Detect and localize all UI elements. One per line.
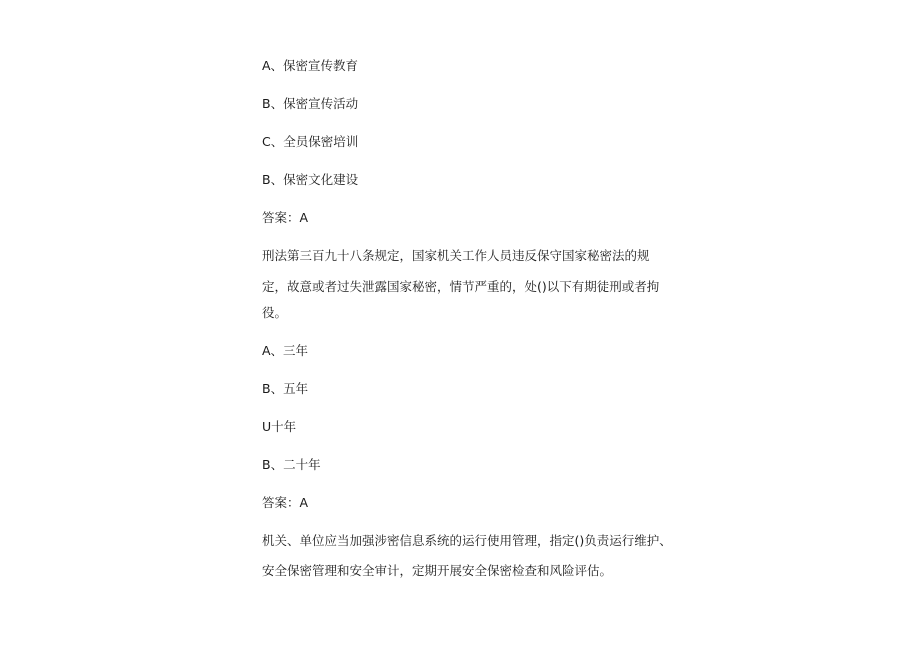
option-a-line: A、三年: [262, 343, 309, 358]
answer-line: 答案：A: [262, 495, 309, 510]
answer-line: 答案：A: [262, 210, 309, 225]
option-d-line: B、二十年: [262, 457, 321, 472]
question-text-line: 役。: [262, 305, 288, 320]
option-b-line: B、五年: [262, 381, 309, 396]
option-c-line: C、全员保密培训: [262, 134, 359, 149]
question-text-line: 机关、单位应当加强涉密信息系统的运行使用管理，指定()负责运行维护、: [262, 533, 672, 548]
option-d-line: B、保密文化建设: [262, 172, 359, 187]
question-text-line: 定，故意或者过失泄露国家秘密，情节严重的，处()以下有期徒刑或者拘: [262, 279, 660, 294]
option-c-line: U十年: [262, 419, 297, 434]
question-text-line: 刑法第三百九十八条规定，国家机关工作人员违反保守国家秘密法的规: [262, 248, 650, 263]
option-b-line: B、保密宣传活动: [262, 96, 359, 111]
option-a-line: A、保密宣传教育: [262, 58, 359, 73]
question-text-line: 安全保密管理和安全审计，定期开展安全保密检查和风险评估。: [262, 563, 613, 578]
